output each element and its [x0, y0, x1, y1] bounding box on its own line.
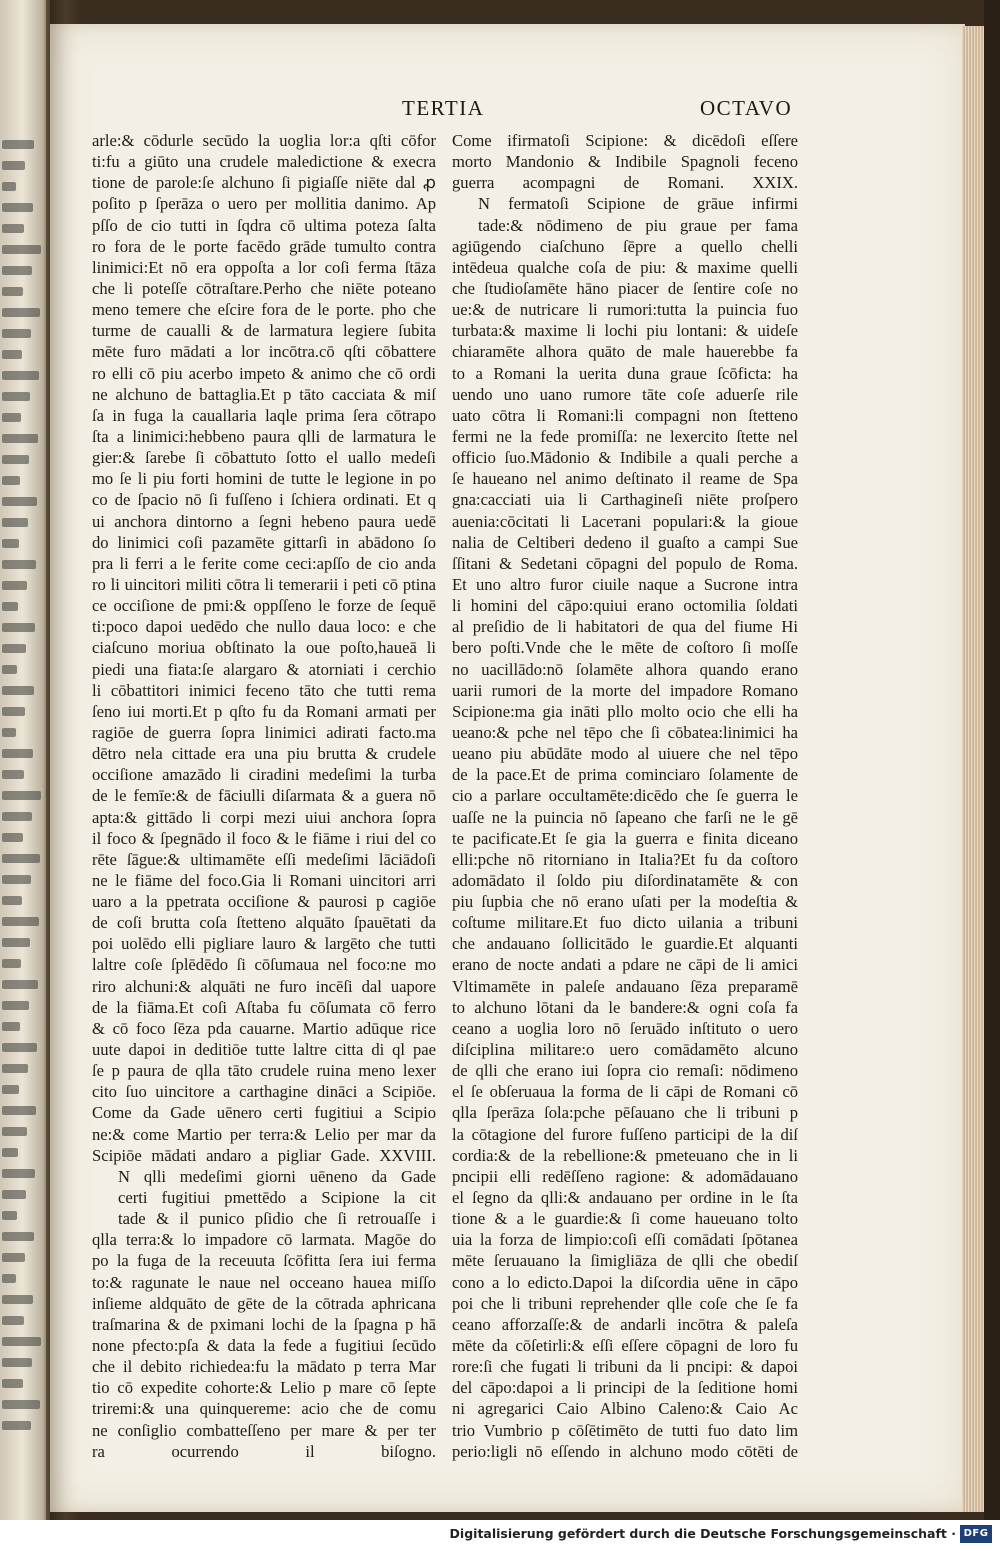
- text-line: trio Vumbrio p cōſētimēto de tutti fuo dato lim: [452, 1420, 798, 1440]
- text-line: do linimici coſi pazamēte gittarſi in abādono ſo: [92, 532, 436, 552]
- previous-page-text-fragment: [2, 455, 29, 464]
- text-line: & cō foco ſēza pda cauarne. Martio adūque rice: [92, 1018, 436, 1038]
- previous-page-text-fragment: [2, 1295, 33, 1304]
- text-line: chiaramēte alhora quāto de male hauerebbe fa: [452, 342, 798, 362]
- previous-page-text-fragment: [2, 245, 41, 254]
- previous-page-text-fragment: [2, 1274, 16, 1283]
- text-line: uia la forza de limpio:coſi eſſi comādati ſpōtanea: [452, 1230, 798, 1250]
- previous-page-text-fragment: [2, 833, 23, 842]
- previous-page-text-fragment: [2, 1232, 34, 1241]
- previous-page-text-fragment: [2, 308, 40, 317]
- text-line: ti:fu a giūto una crudele maledictione & execra: [92, 152, 436, 172]
- text-line: po la fuga de la receuuta ſcōfitta ſera iui ferma: [92, 1251, 436, 1271]
- previous-page-text-fragment: [2, 980, 38, 989]
- previous-page-text-fragment: [2, 1148, 18, 1157]
- previous-page-text-fragment: [2, 1001, 29, 1010]
- previous-page-text-fragment: [2, 1085, 19, 1094]
- text-line: ui anchora dintorno a ſegni hebeno paura uedē: [92, 511, 436, 531]
- previous-page-text-fragment: [2, 1337, 41, 1346]
- previous-page-text-fragment: [2, 1400, 40, 1409]
- previous-page-text-fragment: [2, 1379, 23, 1388]
- text-line: occiſione amazādo li ciradini medeſimi la turba: [92, 765, 436, 785]
- text-line: to:& ragunate le naue nel occeano hauea miſſo: [92, 1272, 436, 1292]
- chapter-heading-line: Come ifirmatoſi Scipione: & dicēdoſi eſſere: [452, 131, 798, 150]
- text-line: N fermatoſi Scipione de grāue infirmi: [478, 194, 798, 214]
- text-line: ciaſcuno moriua obſtinato la oue poſto,haueā li: [92, 638, 436, 658]
- text-line: uendo uno uano rumore tāte coſe aduerſe rile: [452, 384, 798, 404]
- dfg-logo: DFG: [960, 1525, 992, 1543]
- text-line: diſciplina militare:o uero comādamēto alcuno: [452, 1040, 798, 1060]
- previous-page-text-fragment: [2, 854, 40, 863]
- previous-page-text-fragment: [2, 623, 35, 632]
- chapter-heading-line: Scipiōe mādati andaro a pigliar Gade. XXVIII.: [92, 1145, 436, 1165]
- previous-page-text-fragment: [2, 329, 31, 338]
- previous-page-text-fragment: [2, 875, 31, 884]
- previous-page-text-fragment: [2, 602, 18, 611]
- text-line: arle:& cōdurle secūdo la uoglia lor:a qſti cōfor: [92, 131, 436, 150]
- text-line: li homini del cāpo:quiui erano octomilia ſoldati: [452, 596, 798, 616]
- text-line: ne le fiāme del foco.Gia li Romani uincitori arri: [92, 870, 436, 890]
- text-line: laltre coſe ſplēdēdo ſi cōſumaua nel foco:ne mo: [92, 955, 436, 975]
- text-line: agiūgendo ciaſchuno ſēpre a quello chelli: [452, 236, 798, 256]
- text-line: mo ſe li piu forti homini de tutte le legione in po: [92, 469, 436, 489]
- text-line: mēte ſeruauano la ſimigliāza de qlli che obediſ: [452, 1251, 798, 1271]
- text-line: uato cōtra li Romani:li compagni non ſtetteno: [452, 405, 798, 425]
- text-line: rēte ſāgue:& ultimamēte eſſi medeſimi lāciādoſi: [92, 849, 436, 869]
- text-line: ro fora de le porte facēdo grāde tumulto contra: [92, 236, 436, 256]
- text-line: piedi una fiata:ſe alargaro & atorniati i cerchio: [92, 659, 436, 679]
- previous-page-text-fragment: [2, 1358, 32, 1367]
- text-line: none pfecto:pſa & data la fede a fugitiui ſecūdo: [92, 1336, 436, 1356]
- text-line: pſſo de cio tutti in ſqdra cō ultima poteza ſalta: [92, 215, 436, 235]
- previous-page-text-fragment: [2, 392, 30, 401]
- previous-page-text-fragment: [2, 1253, 25, 1262]
- text-line: pra li ferri a le ferite come ceci:apſſo de cio anda: [92, 553, 436, 573]
- text-line: de coſi brutta coſa ſtetteno alquāto ſpauētati da: [92, 913, 436, 933]
- previous-page-text-fragment: [2, 1190, 26, 1199]
- text-line: no uacillādo:nō ſolamēte alhora quando erano: [452, 659, 798, 679]
- text-line: ue:& de nutricare li rumori:tutta la puincia fuo: [452, 300, 798, 320]
- chapter-heading-line: Come da Gade uēnero certi fugitiui a Scipio: [92, 1103, 436, 1123]
- text-line: qlla ſperāza ſola:pche pēſauano che li tribuni p: [452, 1103, 798, 1123]
- text-line: riro alchuni:& alquāti ne furo incēſi dal uapore: [92, 976, 436, 996]
- text-line: ueano piu abūdāte modo al uiuere che nel tēpo: [452, 744, 798, 764]
- previous-page-text-fragment: [2, 1421, 31, 1430]
- previous-page-text-fragment: [2, 224, 24, 233]
- previous-page-text-fragment: [2, 413, 21, 422]
- text-line: il foco & ſpegnādo il foco & le fiāme i riui del co: [92, 828, 436, 848]
- text-line: coſtume militare.Et fuo dicto uilania a tribuni: [452, 913, 798, 933]
- text-line: piu ſupbia che nō erano uſati per la modeſtia &: [452, 892, 798, 912]
- text-line: rore:ſi che fugati li tribuni da li pncipi: & dapoi: [452, 1357, 798, 1377]
- previous-page-text-fragment: [2, 749, 33, 758]
- previous-page-text-fragment: [2, 1211, 17, 1220]
- text-line: N qlli medeſimi giorni uēneno da Gade: [118, 1166, 436, 1186]
- text-line: fermi ne la fede promiſſa: ne lexercito ſtette nel: [452, 426, 798, 446]
- previous-page-text-fragment: [2, 1022, 20, 1031]
- text-line: cordia:& de la rebellione:& pmeteuano che in li: [452, 1145, 798, 1165]
- text-line: tione & a le guardie:& ſi come haueuano tolto: [452, 1209, 798, 1229]
- text-line: officio ſuo.Mādonio & Indibile a quali perche a: [452, 448, 798, 468]
- running-head-left: TERTIA: [402, 96, 485, 120]
- text-line: el ſe obſeruaua la forma de li cāpi de Romani cō: [452, 1082, 798, 1102]
- text-line: cono a lo edicto.Dapoi la diſcordia uēne in cāpo: [452, 1272, 798, 1292]
- text-line: che li poteſſe cōtraſtare.Perho che niēte poteano: [92, 278, 436, 298]
- text-line: traſmarina & de pximani lochi de la ſpagna p hā: [92, 1314, 436, 1334]
- text-line: ſa in fuga la cauallaria laqle prima ſera cōtrapo: [92, 405, 436, 425]
- previous-page-text-fragment: [2, 1064, 28, 1073]
- text-line: de qlli che erano iui ſopra cio remaſi: nōdimeno: [452, 1061, 798, 1081]
- previous-page-text-fragment: [2, 1127, 27, 1136]
- funding-credit: Digitalisierung gefördert durch die Deutsche Forschungsgemeinschaft ·: [449, 1526, 956, 1541]
- text-line: cio a parlare occultamēte:dicēdo che ſe guerra le: [452, 786, 798, 806]
- text-line: che andauano ſollicitādo le guardie.Et alquanti: [452, 934, 798, 954]
- text-line: ragiōe de guerra ſopra linimici adirati facto.ma: [92, 722, 436, 742]
- text-line: che ſtudioſamēte hāno piacer de ſentire coſe no: [452, 278, 798, 298]
- previous-page-text-fragment: [2, 1169, 35, 1178]
- text-line: bero poſti.Vnde che le mēte de coſtoro ſi moſſe: [452, 638, 798, 658]
- running-head-right: OCTAVO: [700, 96, 793, 120]
- page-edges: [962, 26, 984, 1512]
- text-line: erano de nocte andati a pdare ne cāpi de li amici: [452, 955, 798, 975]
- text-line: gier:& ſarebe ſi cōbattuto ſotto el uallo medeſi: [92, 448, 436, 468]
- chapter-heading-line: ne:& come Martio per terra:& Lelio per mar da: [92, 1124, 436, 1144]
- text-line: ti:poco dapoi uedēdo che nullo daua loco: e che: [92, 617, 436, 637]
- previous-page-text-fragment: [2, 917, 39, 926]
- previous-page-text-fragment: [2, 581, 27, 590]
- previous-page-text-fragment: [2, 812, 32, 821]
- previous-page-text-fragment: [2, 1316, 24, 1325]
- previous-page-text-fragment: [2, 140, 34, 149]
- previous-page-edge: [0, 0, 50, 1520]
- chapter-heading-line: morto Mandonio & Indibile Spagnoli feceno: [452, 152, 798, 172]
- text-line: tione de parole:ſe alchuno ſi pigiaſſe niēte dal ꝓ: [92, 173, 436, 193]
- previous-page-text-fragment: [2, 497, 37, 506]
- previous-page-text-fragment: [2, 560, 36, 569]
- previous-page-text-fragment: [2, 896, 22, 905]
- previous-page-text-fragment: [2, 434, 38, 443]
- text-line: ueano:& pche nel tēpo che ſi cōbatea:linimici ha: [452, 722, 798, 742]
- text-line: pncipii elli redēſſeno ragione: & adomādauano: [452, 1166, 798, 1186]
- previous-page-text-fragment: [2, 371, 39, 380]
- text-line: perio:ligli nō eſſendo in alchuno modo cōtēti de: [452, 1441, 798, 1461]
- text-line: ſe haueano nel animo deſtinato il reame de Spa: [452, 469, 798, 489]
- previous-page-text-fragment: [2, 1043, 37, 1052]
- text-line: certi fugitiui pmettēdo a Scipione la cit: [118, 1188, 436, 1208]
- text-line: ne alchuno de battaglia.Et p tāto cacciata & miſ: [92, 384, 436, 404]
- digitization-footer: [0, 1520, 1000, 1551]
- previous-page-text-fragment: [2, 182, 16, 191]
- previous-page-text-fragment: [2, 476, 20, 485]
- text-line: ſta a linimici:hebbeno paura qlli de larmatura le: [92, 426, 436, 446]
- text-line: de la pace.Et de prima cominciaro ſolamente de: [452, 765, 798, 785]
- text-line: inſieme aldquāto de gēte de la cōtrada aphricana: [92, 1293, 436, 1313]
- chapter-heading-line: guerra acompagni de Romani. XXIX.: [452, 173, 798, 193]
- text-line: to a Romani la uerita duna graue ſcōficta: ha: [452, 363, 798, 383]
- binding-edge: [984, 0, 1000, 1520]
- previous-page-text-fragment: [2, 518, 28, 527]
- text-line: ne conſiglio combatteſſeno per mare & per ter: [92, 1420, 436, 1440]
- text-column-right: [452, 130, 798, 1462]
- text-line: poi che li tribuni reprehender qlle coſe che ſe fa: [452, 1293, 798, 1313]
- previous-page-text-fragment: [2, 707, 25, 716]
- previous-page-text-fragment: [2, 539, 19, 548]
- previous-page-text-fragment: [2, 728, 16, 737]
- text-line: co de ſpacio nō ſi fuſſeno i ſchiera ordinati. Et q: [92, 490, 436, 510]
- text-line: ſe p paura de qlla tāto crudele ruina meno lexer: [92, 1061, 436, 1081]
- text-line: apta:& gittādo li corpi mezi uiui anchora ſopra: [92, 807, 436, 827]
- previous-page-text-fragment: [2, 266, 32, 275]
- text-line: turme de caualli & de larmatura legiere ſubita: [92, 321, 436, 341]
- text-line: dētro nela cittade era una piu brutta & crudele: [92, 744, 436, 764]
- previous-page-text-fragment: [2, 161, 25, 170]
- previous-page-text-fragment: [2, 287, 23, 296]
- text-column-left: [92, 130, 436, 1462]
- text-line: ra ocurrendo il biſogno.: [92, 1441, 436, 1461]
- text-line: triremi:& una quinquereme: acio che de comu: [92, 1399, 436, 1419]
- text-line: li cōbattitori inimici feceno tāto che tutti rema: [92, 680, 436, 700]
- text-line: ceano afforzaſſe:& de andarli incōtra & paleſa: [452, 1314, 798, 1334]
- text-line: gna:cacciati uia li Carthagineſi niēte proſpero: [452, 490, 798, 510]
- text-line: turbata:& maxime li lochi piu lontani: & uideſe: [452, 321, 798, 341]
- text-line: uaſſe ne la puincia nō ſapeano che farſi ne le gē: [452, 807, 798, 827]
- text-line: del cāpo:dapoi a li principi de la ſeditione homi: [452, 1378, 798, 1398]
- text-line: tio cō expedite cohorte:& Lelio p mare cō ſepte: [92, 1378, 436, 1398]
- text-line: elli:pche nō ritorniano in Italia?Et fu da coſtoro: [452, 849, 798, 869]
- text-line: poi uolēdo elli pigliare lauro & largēto che tutti: [92, 934, 436, 954]
- text-line: uaro a la ppetrata occiſione & paurosi p cagiōe: [92, 892, 436, 912]
- text-line: ceano a uoglia loro nō ſeruādo inſtituto o uero: [452, 1018, 798, 1038]
- text-line: nalia de Celtiberi dedeno il guaſto a campi Sue: [452, 532, 798, 552]
- text-line: poſito p ſperāza o uero per mollitia danimo. Ap: [92, 194, 436, 214]
- text-line: tade:& nōdimeno de piu graue per fama: [478, 215, 798, 235]
- text-line: auenia:cōcitati li Laceтani populari:& la gioue: [452, 511, 798, 531]
- text-line: te pacificate.Et ſe gia la guerra e finita diceano: [452, 828, 798, 848]
- text-line: ni agregarici Caio Albino Caleno:& Caio Ac: [452, 1399, 798, 1419]
- text-line: el ſegno da qlli:& andauano per ordine in le ſta: [452, 1188, 798, 1208]
- text-line: ce occiſione de pmi:& oppſſeno le forze de ſequē: [92, 596, 436, 616]
- text-line: ſſitani & Sedetani cōpagni del populo de Roma.: [452, 553, 798, 573]
- previous-page-text-fragment: [2, 686, 34, 695]
- text-line: ro elli cō piu acerbo impeto & animo che cō ordi: [92, 363, 436, 383]
- text-line: meno temere che eſcire fora de le porte. pho che: [92, 300, 436, 320]
- previous-page-text-fragment: [2, 791, 41, 800]
- text-line: la cōtagione del furore fuſſeno participi de la diſ: [452, 1124, 798, 1144]
- text-line: che il debito richiedea:fu la mādato p terra Mar: [92, 1357, 436, 1377]
- previous-page-text-fragment: [2, 1106, 36, 1115]
- text-line: linimici:Et nō era oppoſta a lor coſi ferma ſtāza: [92, 257, 436, 277]
- text-line: mēte furo mādati a lor incōtra.cō qſti cōbattere: [92, 342, 436, 362]
- text-line: adomādato il ſoldo piu diſordinatamēte & con: [452, 870, 798, 890]
- text-line: uarii rumori de la morte del impadore Romano: [452, 680, 798, 700]
- text-line: mēte da cōſetirli:& eſſi eſſere cōpagni de loro fu: [452, 1336, 798, 1356]
- text-line: uute dapoi in deditiōe tutte laltre citta di ql pae: [92, 1040, 436, 1060]
- text-line: to alchuno lōtani da le bandere:& ogni coſa fa: [452, 997, 798, 1017]
- previous-page-text-fragment: [2, 665, 17, 674]
- text-line: Vltimamēte in paleſe andauano ſēza preparamē: [452, 976, 798, 996]
- previous-page-text-fragment: [2, 644, 26, 653]
- text-line: al preſidio de li habitatori de qua del fiume Hi: [452, 617, 798, 637]
- text-line: tade & il punico pſidio che ſi retrouaſſe i: [118, 1209, 436, 1229]
- previous-page-text-fragment: [2, 350, 22, 359]
- text-line: ro li uincitori militi cōtra li temerarii i peti cō ptina: [92, 574, 436, 594]
- text-line: Et uno altro furor ciuile naque a Sucrone intra: [452, 574, 798, 594]
- text-line: de le femīe:& de fāciulli diſarmata & a guera nō: [92, 786, 436, 806]
- text-line: de la fiāma.Et coſi Aſtaba fu cōſumata cō ferro: [92, 997, 436, 1017]
- text-line: Scipione:ma gia ināti pllo molto ocio che elli ha: [452, 701, 798, 721]
- text-line: ſeno iui morti.Et p qſto fu da Romani armati per: [92, 701, 436, 721]
- previous-page-text-fragment: [2, 770, 24, 779]
- text-line: cito ſuo uincitore a carthagine dināci a Scipiōe.: [92, 1082, 436, 1102]
- previous-page-text-fragment: [2, 203, 33, 212]
- text-line: qlla terra:& lo impadore cō larmata. Magōe do: [92, 1230, 436, 1250]
- text-line: intēdeua qualche coſa de piu: & maxime quelli: [452, 257, 798, 277]
- previous-page-text-fragment: [2, 938, 30, 947]
- previous-page-text-fragment: [2, 959, 21, 968]
